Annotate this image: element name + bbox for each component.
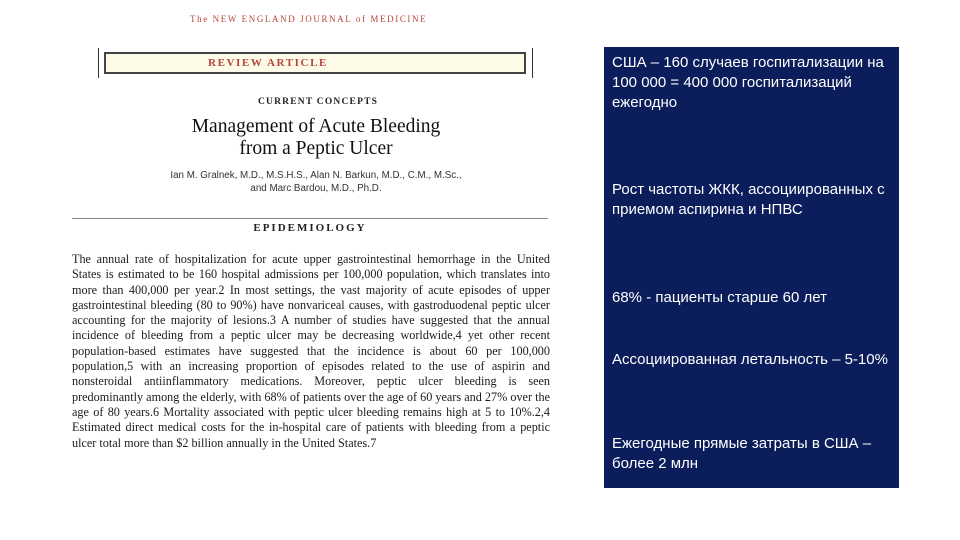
article-type-label: REVIEW ARTICLE [208,57,328,69]
title-line-2: from a Peptic Ulcer [239,138,393,159]
title-line-1: Management of Acute Bleeding [191,116,441,137]
banner-rule-right [532,48,533,78]
article-type-banner [104,52,526,74]
stat-aspirin-nsaid: Рост частоты ЖКК, ассоциированных с приемом аспирина и НПВС [612,181,885,218]
authors [120,170,512,195]
article-title [140,116,492,160]
banner-rule-left [98,48,99,78]
stat-hospitalizations: США – 160 случаев госпитализации на 100 000 = 400 000 госпитализаций ежегодно [612,54,884,111]
epidemiology-paragraph: The annual rate of hospitalization for acute upper gastrointestinal hemorrhage in the United States is estimated to be 160 hospital admissions per 100,000 population, which translates into more than 400,000 per year.2 In most settings, the vast majority of acute episodes of upper gastrointestinal bleeding (80 to 90%) have nonvariceal causes, with gastroduodenal peptic ulcer accounting for the majority of lesions.3 A number of studies have suggested that the annual incidence of bleeding from a peptic ulcer may be decreasing worldwide,4 yet other recent population-based estimates have suggested that the incidence is about 60 per 100,000 population,5 with an increasing proportion of episodes related to the use of aspirin and nonsteroidal antiinflammatory medications. Moreover, peptic ulcer bleeding is seen predominantly among the elderly, with 68% of patients over the age of 60 years and 27% over the age of 80 years.6 Mortality associated with peptic ulcer bleeding remains high at 5 to 10%.2,4 Estimated direct medical costs for the in-hospital care of patients with bleeding from a peptic ulcer total more than $2 billion annually in the United States.7 [72,252,550,450]
stat-elderly: 68% - пациенты старше 60 лет [612,289,827,306]
series-label: CURRENT CONCEPTS [258,97,379,107]
authors-line-2: and Marc Bardou, M.D., Ph.D. [250,182,382,194]
journal-masthead: The NEW ENGLAND JOURNAL of MEDICINE [190,14,428,24]
stat-costs: Ежегодные прямые затраты в США – более 2 млн [612,435,872,472]
stat-mortality: Ассоциированная летальность – 5-10% [612,351,888,368]
authors-line-1: Ian M. Gralnek, M.D., M.S.H.S., Alan N. Barkun, M.D., C.M., M.Sc., [170,170,462,181]
section-heading [72,218,548,234]
section-heading-label: EPIDEMIOLOGY [253,222,367,234]
summary-panel [604,47,899,488]
